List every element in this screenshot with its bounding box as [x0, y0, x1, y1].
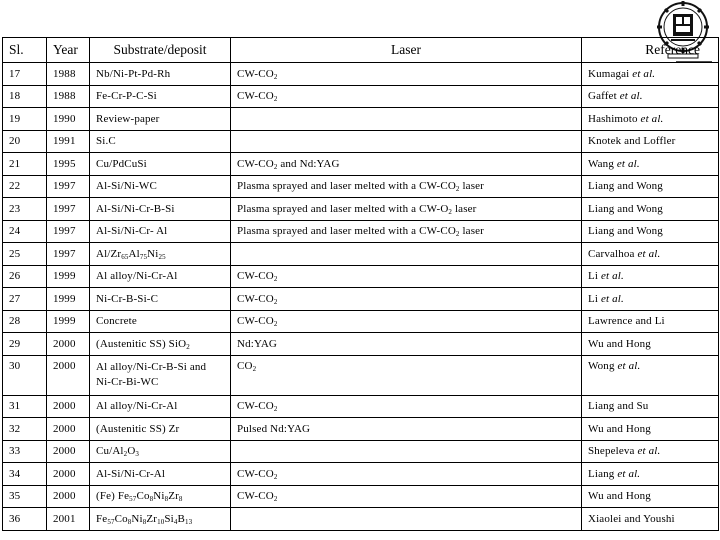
text-segment: Concrete — [96, 315, 137, 328]
cell-substrate — [90, 418, 231, 441]
cell-sl: 26 — [3, 265, 47, 288]
header-substrate: Substrate/deposit — [90, 38, 231, 63]
table-row — [3, 395, 719, 418]
cell-sl: 31 — [3, 395, 47, 418]
cell-year: 2001 — [47, 508, 90, 531]
subscript: 13 — [185, 517, 193, 526]
cell-substrate — [90, 440, 231, 463]
subscript: 2 — [186, 342, 190, 351]
cell-reference — [582, 508, 719, 531]
cell-laser — [231, 108, 582, 131]
cell-year: 1997 — [47, 220, 90, 243]
text-segment: Plasma sprayed and laser melted with a CW-O — [237, 202, 449, 215]
subscript: 2 — [123, 450, 128, 459]
cell-sl: 30 — [3, 355, 47, 395]
text-segment: CW-CO — [237, 292, 274, 305]
cell-substrate — [90, 63, 231, 86]
cell-sl: 22 — [3, 175, 47, 198]
text-segment: Pulsed Nd:YAG — [237, 422, 311, 435]
cell-laser — [231, 265, 582, 288]
cell-substrate — [90, 288, 231, 311]
cell-reference — [582, 175, 719, 198]
text-segment: Co — [136, 490, 150, 503]
text-segment: and Nd:YAG — [277, 157, 340, 170]
cell-year: 1999 — [47, 310, 90, 333]
text-segment: et al. — [617, 359, 641, 372]
cell-reference — [582, 220, 719, 243]
text-segment: Liang and Wong — [588, 225, 663, 238]
table-row — [3, 418, 719, 441]
subscript: 57 — [107, 517, 115, 526]
cell-reference — [582, 440, 719, 463]
cell-laser — [231, 85, 582, 108]
text-segment: et al. — [640, 112, 664, 125]
cell-substrate — [90, 85, 231, 108]
cell-reference — [582, 265, 719, 288]
text-segment: CW-CO — [237, 400, 274, 413]
text-segment: CW-CO — [237, 270, 274, 283]
text-segment: Liang and Wong — [588, 180, 663, 193]
table-row — [3, 463, 719, 486]
subscript: 2 — [455, 230, 460, 239]
subscript: 2 — [455, 185, 460, 194]
text-segment: et al. — [632, 67, 656, 80]
text-segment: Liang and Su — [588, 400, 649, 413]
text-segment: Cu/Al — [96, 445, 124, 458]
text-segment: Wu and Hong — [588, 337, 651, 350]
cell-substrate — [90, 265, 231, 288]
text-segment: Ni — [147, 247, 159, 260]
cell-year: 2000 — [47, 418, 90, 441]
subscript: 2 — [252, 364, 257, 373]
text-segment: et al. — [616, 157, 640, 170]
cell-laser — [231, 153, 582, 176]
table-row — [3, 153, 719, 176]
text-segment: Hashimoto — [588, 112, 641, 125]
text-segment: et al. — [637, 247, 661, 260]
subscript: 8 — [149, 495, 154, 504]
table-row — [3, 288, 719, 311]
cell-substrate — [90, 463, 231, 486]
cell-year: 1990 — [47, 108, 90, 131]
text-segment: Gaffet — [588, 90, 620, 103]
cell-year: 2000 — [47, 395, 90, 418]
cell-year: 1997 — [47, 243, 90, 266]
text-segment: CO — [237, 359, 253, 372]
cell-laser — [231, 463, 582, 486]
subscript: 57 — [129, 495, 137, 504]
cell-sl: 17 — [3, 63, 47, 86]
text-segment: Liang — [588, 467, 618, 480]
cell-year: 1997 — [47, 198, 90, 221]
cell-reference — [582, 153, 719, 176]
subscript: 2 — [273, 275, 278, 284]
header-sl: Sl. — [3, 38, 47, 63]
text-segment: Al-Si/Ni-Cr-B-Si — [96, 202, 175, 215]
cell-substrate — [90, 243, 231, 266]
subscript: 2 — [273, 320, 278, 329]
cell-laser — [231, 310, 582, 333]
laser-surface-treatment-table — [2, 37, 719, 531]
cell-reference — [582, 243, 719, 266]
cell-sl: 25 — [3, 243, 47, 266]
cell-reference — [582, 395, 719, 418]
table-row — [3, 108, 719, 131]
text-segment: Plasma sprayed and laser melted with a CW-CO — [237, 225, 456, 238]
text-segment: Carvalhoa — [588, 247, 638, 260]
table-row — [3, 440, 719, 463]
text-segment: Fe — [96, 512, 108, 525]
text-segment: O — [127, 445, 136, 458]
subscript: 65 — [121, 252, 129, 261]
cell-year: 2000 — [47, 355, 90, 395]
cell-reference — [582, 485, 719, 508]
text-segment: (Austenitic SS) Zr — [96, 422, 180, 435]
text-segment: laser — [459, 225, 484, 238]
table-row — [3, 485, 719, 508]
cell-reference — [582, 63, 719, 86]
cell-laser — [231, 333, 582, 356]
text-segment: Co — [114, 512, 128, 525]
subscript: 8 — [127, 517, 132, 526]
text-segment: B — [177, 512, 186, 525]
cell-substrate — [90, 310, 231, 333]
table-row — [3, 175, 719, 198]
text-segment: et al. — [600, 292, 624, 305]
table-row — [3, 130, 719, 153]
cell-sl: 18 — [3, 85, 47, 108]
subscript: 4 — [173, 517, 178, 526]
cell-substrate — [90, 355, 231, 395]
cell-laser — [231, 485, 582, 508]
subscript: 10 — [157, 517, 165, 526]
text-segment: Al alloy/Ni-Cr-Al — [96, 400, 178, 413]
subscript: 25 — [158, 252, 166, 261]
table-header-row — [3, 38, 719, 63]
table-row — [3, 220, 719, 243]
cell-year: 1988 — [47, 85, 90, 108]
cell-sl: 21 — [3, 153, 47, 176]
cell-reference — [582, 463, 719, 486]
cell-reference — [582, 333, 719, 356]
text-segment: Zr — [146, 512, 158, 525]
text-segment: Nd:YAG — [237, 337, 278, 350]
subscript: 8 — [178, 495, 183, 504]
cell-substrate — [90, 108, 231, 131]
text-segment: Al alloy/Ni-Cr-Al — [96, 270, 178, 283]
subscript: 8 — [142, 517, 147, 526]
subscript: 8 — [164, 495, 169, 504]
cell-sl: 23 — [3, 198, 47, 221]
subscript: 2 — [448, 207, 453, 216]
text-segment: Li — [588, 292, 601, 305]
cell-sl: 33 — [3, 440, 47, 463]
cell-laser — [231, 175, 582, 198]
cell-reference — [582, 310, 719, 333]
subscript: 2 — [273, 95, 278, 104]
cell-year: 1997 — [47, 175, 90, 198]
subscript: 2 — [273, 297, 278, 306]
cell-year: 1988 — [47, 63, 90, 86]
cell-laser — [231, 395, 582, 418]
text-segment: et al. — [617, 467, 641, 480]
text-segment: Al alloy/Ni-Cr-B-Si and Ni-Cr-Bi-WC — [96, 360, 207, 389]
cell-reference — [582, 355, 719, 395]
cell-sl: 29 — [3, 333, 47, 356]
text-segment: Xiaolei and Youshi — [588, 512, 675, 525]
text-segment: et al. — [600, 270, 624, 283]
cell-laser — [231, 355, 582, 395]
subscript: 2 — [273, 72, 278, 81]
text-segment: CW-CO — [237, 315, 274, 328]
cell-year: 1999 — [47, 288, 90, 311]
text-segment: CW-CO — [237, 490, 274, 503]
text-segment: CW-CO — [237, 90, 274, 103]
table-row — [3, 265, 719, 288]
cell-substrate — [90, 220, 231, 243]
cell-substrate — [90, 175, 231, 198]
text-segment: Al — [128, 247, 140, 260]
text-segment: Zr — [168, 490, 179, 503]
text-segment: Wang — [588, 157, 617, 170]
cell-sl: 27 — [3, 288, 47, 311]
text-segment: Li — [588, 270, 601, 283]
cell-reference — [582, 85, 719, 108]
cell-laser — [231, 440, 582, 463]
text-segment: et al. — [637, 445, 661, 458]
text-segment: Ni — [131, 512, 143, 525]
cell-year: 1999 — [47, 265, 90, 288]
subscript: 3 — [135, 450, 140, 459]
cell-substrate — [90, 198, 231, 221]
cell-sl: 35 — [3, 485, 47, 508]
text-segment: Si — [164, 512, 174, 525]
cell-laser — [231, 418, 582, 441]
cell-laser — [231, 130, 582, 153]
text-segment: Knotek and Loffler — [588, 135, 676, 148]
header-laser: Laser — [231, 38, 582, 63]
cell-substrate — [90, 508, 231, 531]
text-segment: laser — [452, 202, 477, 215]
cell-laser — [231, 243, 582, 266]
cell-year: 1995 — [47, 153, 90, 176]
cell-reference — [582, 108, 719, 131]
text-segment: Si.C — [96, 135, 116, 148]
text-segment: laser — [459, 180, 484, 193]
text-segment: Al-Si/Ni-Cr- Al — [96, 225, 168, 238]
table-row — [3, 333, 719, 356]
text-segment: Kumagai — [588, 67, 633, 80]
cell-reference — [582, 418, 719, 441]
text-segment: Shepeleva — [588, 445, 638, 458]
text-segment: CW-CO — [237, 67, 274, 80]
cell-sl: 28 — [3, 310, 47, 333]
text-segment: Liang and Wong — [588, 202, 663, 215]
cell-year: 1991 — [47, 130, 90, 153]
header-year: Year — [47, 38, 90, 63]
cell-substrate — [90, 130, 231, 153]
text-segment: Review-paper — [96, 112, 160, 125]
cell-year: 2000 — [47, 463, 90, 486]
text-segment: CW-CO — [237, 467, 274, 480]
cell-laser — [231, 220, 582, 243]
table-row — [3, 310, 719, 333]
text-segment: Al-Si/Ni-WC — [96, 180, 157, 193]
subscript: 2 — [273, 405, 278, 414]
subscript: 75 — [139, 252, 148, 261]
cell-substrate — [90, 485, 231, 508]
cell-substrate — [90, 395, 231, 418]
cell-sl: 34 — [3, 463, 47, 486]
cell-laser — [231, 288, 582, 311]
cell-reference — [582, 198, 719, 221]
cell-laser — [231, 508, 582, 531]
text-segment: Lawrence and Li — [588, 315, 665, 328]
cell-substrate — [90, 153, 231, 176]
cell-year: 2000 — [47, 440, 90, 463]
cell-reference — [582, 130, 719, 153]
cell-sl: 19 — [3, 108, 47, 131]
table-row — [3, 355, 719, 395]
table-row — [3, 508, 719, 531]
text-segment: (Austenitic SS) SiO — [96, 337, 187, 350]
text-segment: et al. — [619, 90, 643, 103]
text-segment: Ni-Cr-B-Si-C — [96, 292, 159, 305]
cell-reference — [582, 288, 719, 311]
header-reference: Reference — [582, 38, 719, 63]
text-segment: Ni — [153, 490, 165, 503]
subscript: 2 — [273, 495, 278, 504]
table-row — [3, 198, 719, 221]
text-segment: CW-CO — [237, 157, 274, 170]
cell-year: 2000 — [47, 333, 90, 356]
text-segment: Nb/Ni-Pt-Pd-Rh — [96, 67, 171, 80]
text-segment: Al/Zr — [96, 247, 122, 260]
text-segment: Fe-Cr-P-C-Si — [96, 90, 157, 103]
cell-sl: 24 — [3, 220, 47, 243]
cell-year: 2000 — [47, 485, 90, 508]
cell-laser — [231, 198, 582, 221]
text-segment: Plasma sprayed and laser melted with a CW-CO — [237, 180, 456, 193]
cell-laser — [231, 63, 582, 86]
cell-sl: 20 — [3, 130, 47, 153]
subscript: 2 — [273, 162, 278, 171]
cell-substrate — [90, 333, 231, 356]
cell-sl: 32 — [3, 418, 47, 441]
text-segment: Al-Si/Ni-Cr-Al — [96, 467, 166, 480]
text-segment: Cu/PdCuSi — [96, 157, 147, 170]
text-segment: (Fe) Fe — [96, 490, 130, 503]
text-segment: Wu and Hong — [588, 422, 651, 435]
text-segment: Wong — [588, 359, 618, 372]
subscript: 2 — [273, 472, 278, 481]
table-row — [3, 63, 719, 86]
text-segment: Wu and Hong — [588, 490, 651, 503]
table-row — [3, 243, 719, 266]
table-row — [3, 85, 719, 108]
cell-sl: 36 — [3, 508, 47, 531]
